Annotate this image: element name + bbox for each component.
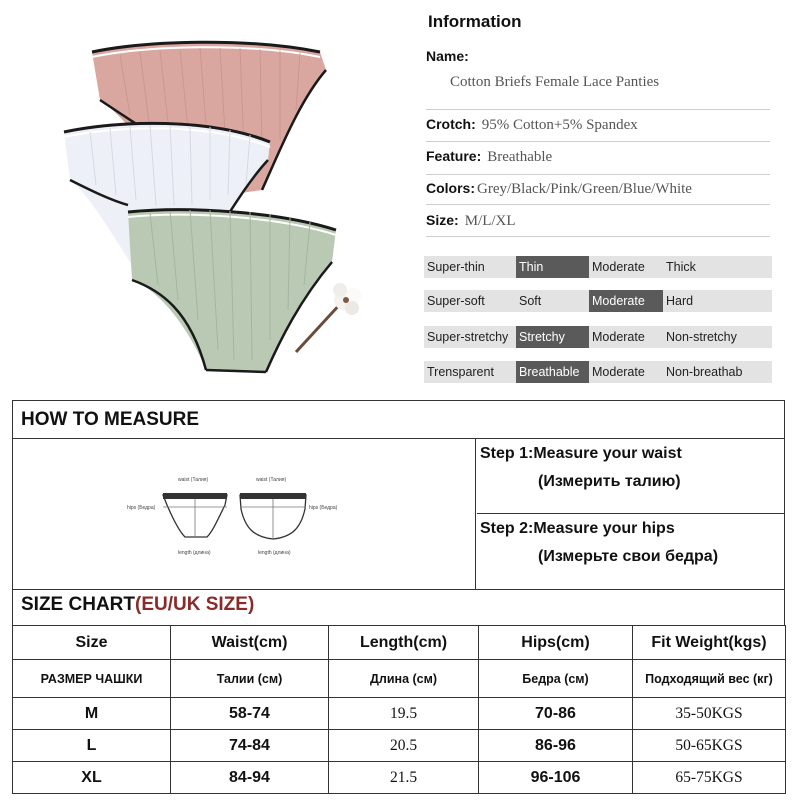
column-header-ru: Бедра (см) (479, 660, 633, 698)
attribute-cell: Super-thin (427, 260, 485, 274)
attribute-cell: Moderate (592, 365, 645, 379)
column-header-ru: Талии (см) (171, 660, 329, 698)
front-length-label: length (длина) (178, 550, 211, 556)
step-2-subtitle: (Измерьте свои бедра) (538, 548, 719, 565)
measure-diagram (13, 439, 476, 589)
feature-value: Breathable (487, 149, 553, 165)
table-cell: 50-65KGS (633, 730, 786, 762)
table-cell: 19.5 (329, 698, 479, 730)
name-label: Name: (426, 48, 469, 64)
information-title: Information (428, 12, 522, 31)
table-cell: 86-96 (479, 730, 633, 762)
step-1-title: Step 1:Measure your waist (480, 445, 682, 462)
size-label: Size: (426, 212, 459, 228)
table-cell: XL (13, 762, 171, 794)
feature-label: Feature: (426, 148, 482, 164)
attribute-cell: Non-stretchy (666, 330, 737, 344)
attribute-cell: Moderate (592, 260, 645, 274)
column-header: Size (13, 626, 171, 660)
front-view-diagram (127, 477, 227, 556)
colors-label: Colors: (426, 180, 475, 196)
column-header: Hips(cm) (479, 626, 633, 660)
front-waist-label: waist (Талия) (178, 477, 209, 483)
green-brief (128, 210, 336, 372)
colors-value: Grey/Black/Pink/Green/Blue/White (477, 181, 692, 197)
crotch-label: Crotch: (426, 116, 476, 132)
table-cell: L (13, 730, 171, 762)
table-row (13, 762, 786, 794)
information-panel (418, 0, 800, 400)
info-row-crotch (426, 110, 770, 142)
attribute-cell: Thick (666, 260, 696, 274)
column-header: Waist(cm) (171, 626, 329, 660)
attribute-row-stretch (424, 326, 772, 348)
table-cell: 65-75KGS (633, 762, 786, 794)
how-to-measure-section (12, 400, 785, 590)
back-length-label: length (длина) (258, 550, 291, 556)
front-hips-label: hips (Бедра) (127, 505, 156, 511)
back-hips-label: hips (Бедра) (309, 505, 338, 511)
table-row (13, 730, 786, 762)
size-value: M/L/XL (464, 213, 516, 229)
info-row-name (426, 46, 770, 110)
size-chart-table (12, 625, 786, 794)
attribute-cell: Moderate (592, 330, 645, 344)
step-1-cell (477, 439, 784, 514)
back-waist-label: waist (Талия) (256, 477, 287, 483)
how-to-measure-title: HOW TO MEASURE (13, 401, 784, 439)
table-cell: 35-50KGS (633, 698, 786, 730)
attribute-row-breathability (424, 361, 772, 383)
table-cell: 20.5 (329, 730, 479, 762)
info-row-feature (426, 142, 770, 175)
column-header: Length(cm) (329, 626, 479, 660)
size-chart-subtitle: (EU/UK SIZE) (135, 594, 255, 615)
attribute-cell: Super-stretchy (427, 330, 509, 344)
column-header-ru: РАЗМЕР ЧАШКИ (13, 660, 171, 698)
attribute-row-thickness (424, 256, 772, 278)
table-cell: 21.5 (329, 762, 479, 794)
info-row-colors (426, 175, 770, 205)
attribute-cell: Moderate (589, 290, 663, 312)
attribute-cell: Breathable (516, 361, 589, 383)
attribute-cell: Super-soft (427, 294, 485, 308)
attribute-cell: Non-breathab (666, 365, 743, 379)
product-illustration (0, 0, 420, 400)
name-value: Cotton Briefs Female Lace Panties (450, 74, 660, 90)
attribute-cell: Thin (516, 256, 589, 278)
attribute-cell: Trensparent (427, 365, 494, 379)
attribute-cell: Soft (519, 294, 542, 308)
back-view-diagram (240, 477, 338, 556)
info-row-size (426, 205, 770, 237)
table-cell: 96-106 (479, 762, 633, 794)
table-cell: 70-86 (479, 698, 633, 730)
column-header: Fit Weight(kgs) (633, 626, 786, 660)
size-chart-title-bar (12, 589, 785, 626)
table-cell: 74-84 (171, 730, 329, 762)
crotch-value: 95% Cotton+5% Spandex (481, 117, 638, 133)
table-cell: 84-94 (171, 762, 329, 794)
table-cell: 58-74 (171, 698, 329, 730)
attribute-cell: Stretchy (516, 326, 589, 348)
attribute-cell: Hard (666, 294, 694, 308)
table-row (13, 698, 786, 730)
size-header-row (13, 626, 786, 660)
size-header-row-ru (13, 660, 786, 698)
attribute-row-softness (424, 290, 772, 312)
step-2-cell (477, 514, 784, 589)
step-1-subtitle: (Измерить талию) (538, 473, 681, 490)
column-header-ru: Подходящий вес (кг) (633, 660, 786, 698)
table-cell: M (13, 698, 171, 730)
column-header-ru: Длина (см) (329, 660, 479, 698)
measure-diagram-svg (13, 439, 476, 589)
size-chart-title: SIZE CHART (21, 594, 135, 615)
product-photo (0, 0, 420, 400)
step-2-title: Step 2:Measure your hips (480, 520, 675, 537)
